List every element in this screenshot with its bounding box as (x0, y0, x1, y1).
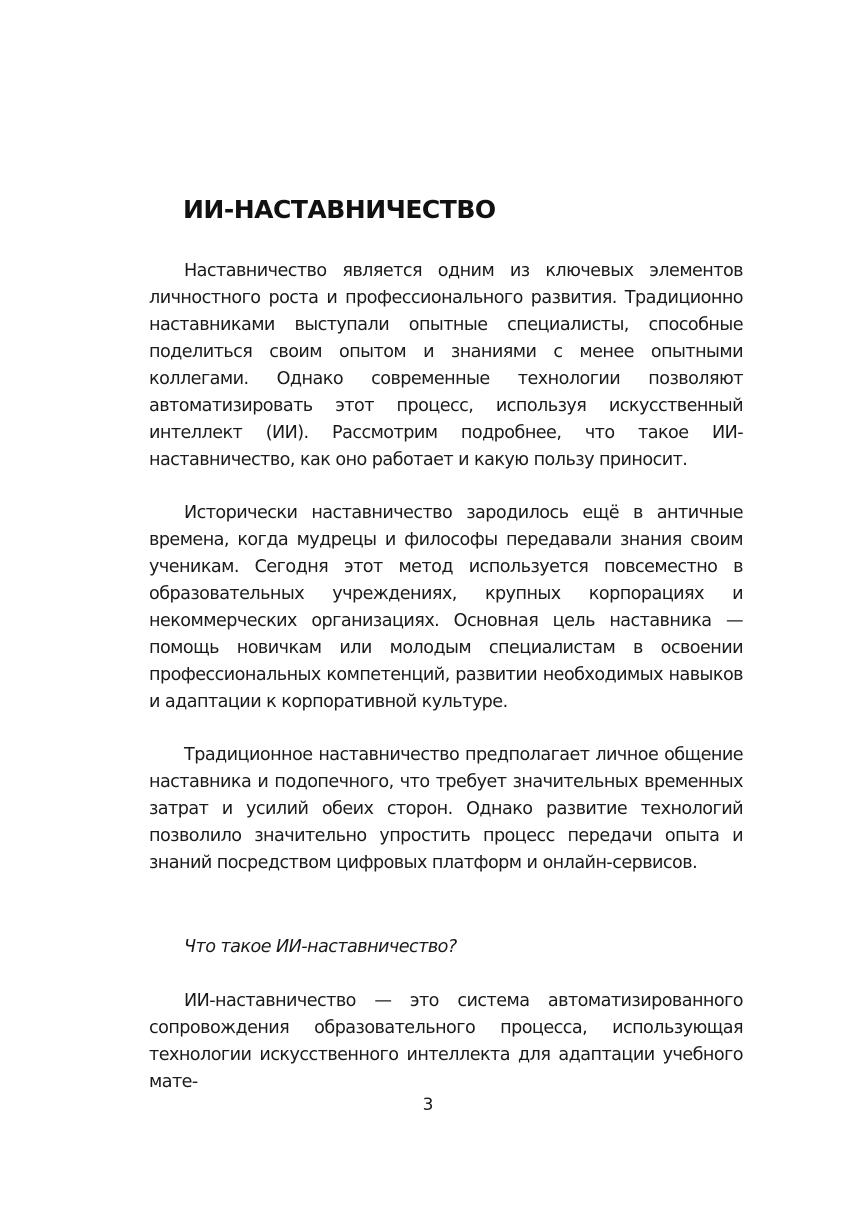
paragraph-definition: ИИ-наставничество — это система автоматизированного сопровождения образовательного процесса, использующая технологии искусственного интеллекта для адаптации учебного мате- (149, 991, 743, 1092)
paragraph-history: Исторически наставничество зародилось ещё в античные времена, когда мудрецы и философы передавали знания своим ученикам. Сегодня этот метод используется повсеместно в образовательных учреждениях, крупных корпорациях и некоммерческих организациях. Основная цель наставника — помощь новичкам или молодым специалистам в освоении профессиональных компетенций, развитии необходимых навыков и адаптации к корпоративной культуре. (149, 503, 743, 712)
paragraph-3-block (149, 742, 743, 877)
paragraph-4-block (149, 988, 743, 1096)
section-subheading: Что такое ИИ-наставничество? (184, 937, 457, 957)
paragraph-1-block (149, 258, 743, 474)
subheading-block (149, 934, 743, 961)
paragraph-2-block (149, 500, 743, 716)
page-number: 3 (422, 1095, 434, 1115)
paragraph-traditional: Традиционное наставничество предполагает личное общение наставника и подопечного, что требует значительных временных затрат и усилий обеих сторон. Однако развитие технологий позволило значительно упростить процесс передачи опыта и знаний посредством цифровых платформ и онлайн-сервисов. (149, 745, 743, 873)
chapter-heading: ИИ-НАСТАВНИЧЕСТВО (183, 195, 496, 224)
paragraph-intro: Наставничество является одним из ключевых элементов личностного роста и профессионального развития. Традиционно наставниками выступали опытные специалисты, способные поделиться своим опытом и знаниями с менее опытными коллегами. Однако современные технологии позволяют автоматизировать этот процесс, используя искусственный интеллект (ИИ). Рассмотрим подробнее, что такое ИИ-наставничество, как оно работает и какую пользу приносит. (149, 261, 743, 470)
